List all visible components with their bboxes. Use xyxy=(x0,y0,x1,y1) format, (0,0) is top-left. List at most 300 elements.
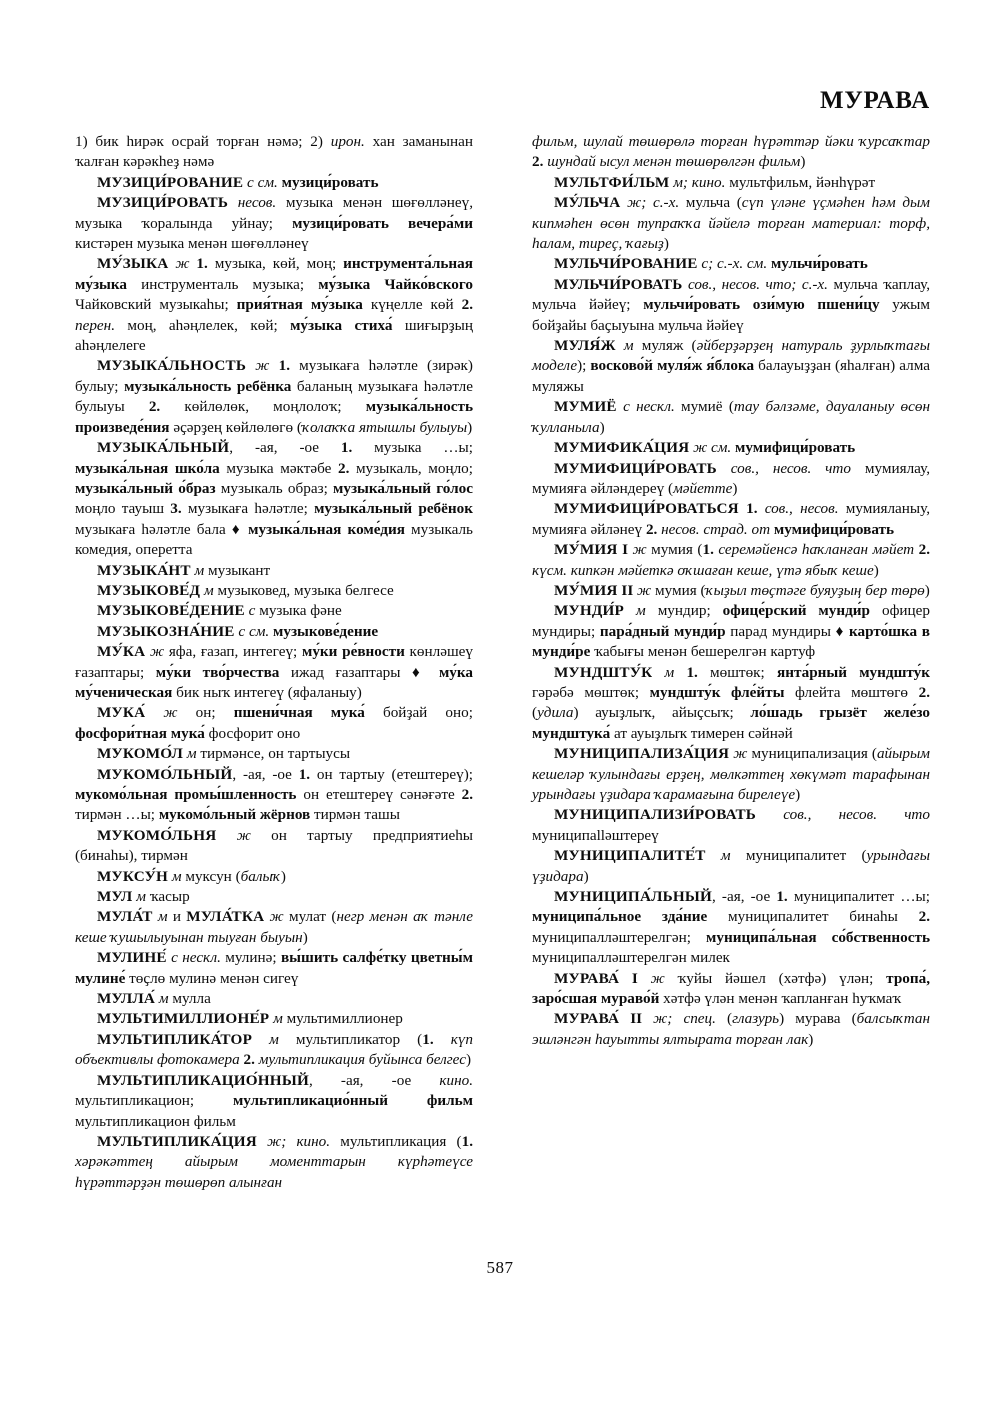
run-in-phrase: музици́ровать xyxy=(281,173,379,191)
sense-number: 1. xyxy=(278,357,290,375)
run-in-phrase: мундшту́к фле́йты xyxy=(649,683,785,701)
gloss-italic: ж см. xyxy=(689,439,732,457)
entry-text: , -ая, -ое xyxy=(232,765,299,783)
entry-text: он; xyxy=(177,704,234,722)
gloss-italic: кино. xyxy=(439,1071,473,1089)
entry-text: музыкаль образ; xyxy=(215,479,333,497)
entry-text: мөштөк; xyxy=(697,663,777,681)
gloss-italic: мәйетте xyxy=(673,479,733,497)
entry-text: 1) бик xyxy=(75,133,127,150)
gloss-italic: м xyxy=(168,867,182,885)
entry-text: он етештереү сәнәғәте xyxy=(296,786,462,803)
entry-text: музыкант xyxy=(204,561,271,579)
entry-text: он тартыу предприятиеһы (бинаһы), тирмән xyxy=(75,826,473,865)
entry-text: мульча ( xyxy=(679,194,742,212)
run-in-phrase: мумифици́ровать xyxy=(773,520,895,538)
headword: МУНИЦИПА́ЛЬНЫЙ xyxy=(554,888,713,906)
entry-text: мультимиллионер xyxy=(282,1010,403,1028)
run-in-phrase: му́зыка Чайко́вского xyxy=(318,275,474,293)
gloss-italic: удила xyxy=(537,704,574,722)
entry-mundshtuk xyxy=(532,663,930,745)
gloss-italic: күсм. кипкән мәйеткә оҡшаған кеше, үтә ябыҡ кеше xyxy=(532,561,874,579)
headword: МУЛЬТИПЛИКА́ТОР xyxy=(97,1030,253,1048)
gloss-italic: әйберҙәрҙең натураль ҙурлыҡтағы моделе xyxy=(532,337,930,375)
entry-text: бойҙай оно; xyxy=(364,704,473,722)
homograph-numeral: I xyxy=(631,969,638,987)
entry-text: муниципализация ( xyxy=(747,745,877,763)
entry-muzykovedenie xyxy=(75,601,473,621)
homograph-numeral: II xyxy=(621,581,634,599)
gloss-italic: сов., несов. xyxy=(757,500,839,518)
gloss-italic: м xyxy=(252,1030,279,1048)
entry-text: мулат ( xyxy=(283,908,337,926)
entry-multiplikatsiya xyxy=(75,1132,473,1193)
run-in-phrase: музыка́льность ребёнка xyxy=(124,377,292,395)
sense-number: 2. xyxy=(918,908,930,926)
entry-text: мумия ( xyxy=(651,581,706,599)
entry-munitsipalizatsiya xyxy=(532,744,930,805)
entry-text: мультипликатор ( xyxy=(278,1030,423,1048)
entry-mulat xyxy=(75,907,473,948)
entry-murava-1 xyxy=(532,969,930,1010)
entry-text: ҡуйы йәшел (хәтфә) үлән; xyxy=(664,969,887,987)
headword: МУНДШТУ́К xyxy=(554,663,653,681)
gloss-italic: ж xyxy=(264,908,284,926)
entry-text: мультипликацион фильм xyxy=(75,1112,236,1130)
entry-text: ) xyxy=(873,561,879,579)
gloss-italic: с xyxy=(244,602,256,620)
entry-munitsipalizirovat xyxy=(532,805,930,846)
gloss-italic: м; xyxy=(669,173,692,191)
entry-text: ) xyxy=(465,1051,472,1069)
entry-text: мультипликация ( xyxy=(330,1132,462,1150)
entry-text: муниципалитет бинаһы xyxy=(707,908,919,926)
headword: МУЛ xyxy=(97,888,133,906)
run-in-phrase: муниципа́льная со́бственность xyxy=(706,928,931,946)
gloss-italic: кино. xyxy=(296,1132,331,1150)
run-in-phrase: музыка́льная коме́дия xyxy=(248,520,405,538)
entry-text: муниципallәштереү xyxy=(532,826,659,844)
headword: МУЗИЦИ́РОВАНИЕ xyxy=(97,173,244,191)
sense-number: 3. xyxy=(170,500,182,518)
entry-text: ҡасыр xyxy=(145,888,190,906)
headword: МУМИФИКА́ЦИЯ xyxy=(554,439,690,457)
entry-text: и xyxy=(167,908,187,926)
headword: МУКОМО́Л xyxy=(97,745,184,763)
run-in-phrase: карто́шка в мунди́ре xyxy=(532,622,930,661)
gloss-italic: ж xyxy=(633,581,652,599)
sense-number: 1. xyxy=(422,1030,434,1048)
gloss-italic: ҡыҙыл төҫтәге буяуҙың бер төрө xyxy=(705,581,925,599)
gloss-italic: ж; xyxy=(642,1010,684,1028)
entry-muzitsirovanie xyxy=(75,173,473,193)
run-in-phrase: музыка́льный го́лос xyxy=(333,479,474,497)
entry-muzykoved xyxy=(75,581,473,601)
run-in-phrase: фосфори́тная мука́ xyxy=(75,724,205,742)
gloss-italic: м xyxy=(705,847,731,865)
entry-text: көнләшеү ғазаптары; xyxy=(75,643,473,681)
gloss-italic: м xyxy=(152,908,168,926)
entry-mumifikatsiya xyxy=(532,438,930,458)
entry-text: музыкаға һәләтле бала ♦ xyxy=(75,520,249,538)
entry-mumifitsirovat xyxy=(532,459,930,500)
entry-multimillioner xyxy=(75,1009,473,1029)
headword: МУКОМО́ЛЬНЯ xyxy=(97,826,217,844)
gloss-italic: ж; xyxy=(256,1132,297,1150)
gloss-italic: м xyxy=(269,1010,283,1028)
entry-text: мулла xyxy=(168,990,211,1008)
gloss-italic: тау бәлзәме, дауаланыу өсөн ҡулланыла xyxy=(532,398,930,436)
entry-text: көйлөлөк, моңлолоҡ; xyxy=(160,398,366,416)
entry-text: музыкаль, моңло; xyxy=(349,459,473,477)
entry-text: ) xyxy=(795,786,801,803)
gloss-italic: с см. xyxy=(243,173,282,191)
entry-mukomolnyy xyxy=(75,765,473,826)
entry-mulyazh xyxy=(532,336,930,397)
entry-text: музыка, көй, моң; xyxy=(207,255,344,273)
entry-text: Чайковский музыкаһы; xyxy=(75,296,237,314)
entry-text: фосфорит оно xyxy=(204,724,301,742)
entry-text: тирмән ташы xyxy=(310,806,400,824)
entry-text: ) xyxy=(663,235,669,253)
entry-text xyxy=(674,664,686,681)
headword: МУ́МИЯ xyxy=(554,541,618,559)
sense-number: 1. xyxy=(340,439,353,457)
gloss-italic: с нескл. xyxy=(616,398,675,416)
entry-text: ат ауыҙлыҡ тимeрен сәйнәй xyxy=(610,724,793,742)
entry-text: күңелле көй xyxy=(362,296,462,314)
headword: МУ́КА xyxy=(97,643,146,661)
gloss-italic: ж; с.-х. xyxy=(620,194,680,212)
entry-text: тирмән …ы; xyxy=(75,806,159,824)
entry-text: балауыҙҙан (яһалған) алма муляжы xyxy=(532,357,930,395)
entry-multiplikatsiya-continued xyxy=(532,132,930,173)
gloss-italic: айырым кешеләр ҡулындағы ерҙең, мөлкәттең хөкүмәт тарафынан урындағы үҙидара ҡарамағына бирелеүе xyxy=(532,745,930,803)
headword: МУЗИЦИ́РОВАТЬ xyxy=(97,194,229,212)
entry-text: ( xyxy=(532,704,538,722)
sense-number: 1. xyxy=(196,255,208,273)
entry-text: мулинә; xyxy=(220,949,281,967)
entry-text: ) xyxy=(732,479,738,497)
gloss-italic: негр менән аҡ тәнле кеше ҡушылыуынан тыуған быуын xyxy=(75,908,473,946)
homograph-numeral: I xyxy=(622,541,629,559)
headword: МУЛИНЕ́ xyxy=(97,949,167,967)
entry-text: мумияланыу, мумияға әйләнеү xyxy=(532,500,930,538)
entry-text: ҡабығы менән бешерелгән картуф xyxy=(590,643,816,661)
gloss-italic: күп объективлы фотокамера xyxy=(75,1030,473,1069)
headword: МУЗЫКА́НТ xyxy=(97,561,191,579)
gloss-italic: перен. xyxy=(75,316,116,334)
entry-munitsipalnyy xyxy=(532,887,930,969)
gloss-italic: ж xyxy=(628,541,647,559)
entry-text: муляж ( xyxy=(633,337,697,355)
entry-muzyka xyxy=(75,254,473,356)
headword: МУКСУ́Н xyxy=(97,867,169,885)
gloss-italic: м xyxy=(190,561,205,579)
run-in-phrase: инструмента́льная му́зыка xyxy=(75,255,473,293)
entry-text: тирмәнсе, он тартыусы xyxy=(196,745,351,763)
headword: МУНИЦИПАЛИТЕ́Т xyxy=(554,847,706,865)
gloss-italic: с см. xyxy=(234,622,270,640)
gloss-italic: урындағы үҙидара xyxy=(532,847,930,885)
entry-text: яфа, ғазап, интегеү; xyxy=(164,643,302,661)
gloss-italic: ж xyxy=(216,826,251,844)
sense-number: 2. xyxy=(243,1051,255,1069)
entry-mulla xyxy=(75,989,473,1009)
entry-muzitsirovat xyxy=(75,193,473,254)
gloss-italic: м xyxy=(200,581,214,599)
run-in-phrase: музыка́льный о́браз xyxy=(75,479,216,497)
run-in-phrase: му́ки тво́рчества xyxy=(155,663,280,681)
entry-text: әҫәрҙең көйлөлөгө ( xyxy=(169,418,302,436)
gloss-italic: м xyxy=(652,663,675,681)
run-in-phrase: му́ка му́ченическая xyxy=(75,663,473,701)
headword: МУМИЁ xyxy=(554,398,617,416)
gloss-italic: ҡолаҡҡа ятышлы булыуы xyxy=(301,418,468,436)
entry-text: ) xyxy=(924,581,930,599)
headword: МУ́МИЯ xyxy=(554,581,618,599)
gloss-italic: ж xyxy=(145,643,165,661)
entry-text: мультипликацион; xyxy=(75,1092,233,1110)
right-column xyxy=(532,132,930,1242)
entry-multiplikatsionnyy xyxy=(75,1071,473,1132)
sense-number: 1. xyxy=(461,1132,473,1150)
entry-text: кистәрен музыка менән шөғөлләнеү xyxy=(75,235,309,253)
headword: МУЗЫКОЗНА́НИЕ xyxy=(97,622,235,640)
entry-text: мумиялау, мумияға әйләндереү ( xyxy=(532,459,930,497)
entry-text: музыка фәне xyxy=(255,602,342,620)
gloss-italic: ж xyxy=(729,745,748,763)
entry-text: , -ая, -ое xyxy=(712,888,777,906)
gloss-italic: хәрәкәттең айырым моменттарын күрһәтеүсе һүрәттәрҙән төшөрөп алынған xyxy=(75,1153,473,1191)
headword: МУЛЛА́ xyxy=(97,990,156,1008)
gloss-italic: ж xyxy=(246,357,270,375)
run-in-phrase: мукомо́льный жёрнов xyxy=(158,806,311,824)
entry-text: ) xyxy=(280,867,286,885)
run-in-phrase: му́зыка стиха́ xyxy=(290,316,393,334)
run-in-phrase: мукомо́льная промы́шленность xyxy=(75,786,297,803)
headword: МУ́ЛЬЧА xyxy=(554,194,621,212)
entry-mulchirovat xyxy=(532,275,930,336)
run-in-phrase: восково́й муля́ж я́блока xyxy=(590,357,755,375)
entry-mumiya-1 xyxy=(532,540,930,581)
gloss-italic: м xyxy=(615,337,634,355)
run-in-phrase: муниципа́льное зда́ние xyxy=(532,908,708,926)
entry-text: музыкаға һәләтле (зирәк) булыу; xyxy=(75,357,473,395)
sense-number: 2. xyxy=(918,683,930,701)
entry-text: флейта мөштөгө xyxy=(784,683,919,701)
headword: МУЗЫКА́ЛЬНЫЙ xyxy=(97,439,230,457)
entry-text: баланың музыкаға һәләтле булыуы xyxy=(75,377,473,416)
entry-text: хәтфә үлән менән ҡапланған һуҡмаҡ xyxy=(659,990,902,1008)
gloss-italic: ж xyxy=(145,704,178,722)
headword: МУКОМО́ЛЬНЫЙ xyxy=(97,765,233,783)
entry-muzykoznanie xyxy=(75,622,473,642)
sense-number: 1. xyxy=(702,541,714,559)
entry-mul xyxy=(75,887,473,907)
entry-text: моңло тауыш xyxy=(75,500,171,518)
entry-text: офицер мундиры; xyxy=(532,602,930,640)
running-head xyxy=(75,88,930,128)
headword: МУЛЬТИПЛИКАЦИО́ННЫЙ xyxy=(97,1071,309,1089)
entry-text: һирәк осрай торған нәмә; 2) xyxy=(126,133,331,150)
entry-muzykant xyxy=(75,561,473,581)
entry-text xyxy=(619,970,632,987)
entry-text: , -ая, -ое xyxy=(229,439,341,457)
entry-text: муниципалитет …ы; xyxy=(787,888,930,906)
entry-text: , -ая, -ое xyxy=(308,1071,440,1089)
run-in-phrase: му́ки ре́вности xyxy=(301,643,405,661)
sense-number: 2. xyxy=(645,520,658,538)
run-in-phrase: прия́тная му́зыка xyxy=(236,296,363,314)
entry-text: шиғырҙың аһәңлелеге xyxy=(75,316,474,355)
run-in-phrase: музыка́льный ребёнок xyxy=(314,500,473,518)
continued-entry-opening xyxy=(75,132,473,173)
entry-text: ); xyxy=(577,357,591,375)
entry-text: төҫлө мулинә менән сигеү xyxy=(125,969,299,987)
run-in-phrase: вы́шить салфе́тку цветны́м мулине́ xyxy=(75,949,473,987)
headword: МУНИЦИПАЛИЗИ́РОВАТЬ xyxy=(554,806,757,824)
entry-mulcha xyxy=(532,193,930,254)
headword: МУРАВА́ xyxy=(554,1010,620,1028)
headword: МУЗЫКА́ЛЬНОСТЬ xyxy=(97,357,247,375)
sense-number: 1. xyxy=(686,663,698,681)
entry-multiplikator xyxy=(75,1030,473,1071)
entry-text: муксун ( xyxy=(181,867,241,885)
entry-text: ) xyxy=(599,418,605,436)
entry-text: мумиё ( xyxy=(674,398,734,416)
headword: МУЛЬТИМИЛЛИОНЕ́Р xyxy=(97,1010,270,1028)
gloss-italic: ж xyxy=(168,255,190,273)
sense-number: 2. xyxy=(337,459,350,477)
gloss-italic: с; с.-х. см. xyxy=(697,255,768,273)
sense-number: 1. xyxy=(298,765,311,783)
entry-text: ижад ғазаптары ♦ xyxy=(279,663,439,681)
gloss-italic: несов. страд. от xyxy=(657,520,771,538)
sense-number: 1. xyxy=(746,500,758,518)
entry-muzykalnost xyxy=(75,356,473,438)
gloss-italic: глазурь xyxy=(732,1010,780,1028)
run-in-phrase: мульчи́ровать xyxy=(770,255,868,273)
entry-text xyxy=(739,500,746,517)
entry-text: ужым бойҙайы баҫыуына мульча йәйеү xyxy=(532,296,930,334)
headword: МУЛЬТФИ́ЛЬМ xyxy=(554,173,670,191)
entry-text: гәрәбә мөштөк; xyxy=(532,683,650,701)
headword: МУЛЬЧИ́РОВАТЬ xyxy=(554,275,683,293)
gloss-italic: м xyxy=(132,888,146,906)
gloss-italic: м xyxy=(155,990,169,1008)
run-in-phrase: мультипликацио́нный фильм xyxy=(232,1092,473,1110)
homograph-numeral: II xyxy=(630,1010,643,1028)
entry-text: музыка мәктәбе xyxy=(219,459,338,477)
gloss-italic: сов., несов. что; с.-х. xyxy=(682,275,828,293)
gloss-italic: спец. xyxy=(683,1010,716,1028)
run-in-phrase: ло́шадь грызёт желе́зо мундштука́ xyxy=(532,704,930,742)
entry-text: музыкаға һәләтле; xyxy=(181,500,315,518)
entry-text: музыка …ы; xyxy=(352,439,473,457)
gloss-italic: серемәйенсә һаҡланған мәйет xyxy=(713,541,919,559)
entry-mukomol xyxy=(75,744,473,764)
headword: МУЛА́ТКА xyxy=(186,908,265,926)
gloss-italic: сүп үләне үҫмәһен һәм дым кипмәһен өсөн тупраҡҡа йәйелә торған материал: торф, һалам, тиреҫ, ҡағыҙ xyxy=(532,194,930,253)
entry-text: хан заманынан ҡалған кәрәкһеҙ нәмә xyxy=(75,133,473,171)
entry-text: муниципалләштерелгән; xyxy=(532,928,706,946)
entry-muline xyxy=(75,948,473,989)
entry-text: муниципалитет ( xyxy=(730,847,867,865)
entry-text: ) xyxy=(808,1030,814,1048)
gloss-italic: балыҡ xyxy=(240,867,281,885)
run-in-phrase: музыка́льность произведе́ния xyxy=(75,398,474,436)
entry-text: ) xyxy=(302,928,308,946)
entry-text: ( xyxy=(715,1010,733,1028)
entry-text xyxy=(619,1010,630,1027)
entry-text: ) xyxy=(800,153,806,171)
entry-mulchirovanie xyxy=(532,254,930,274)
entry-multfilm xyxy=(532,173,930,193)
gloss-italic: сов., несов. что xyxy=(756,806,930,824)
entry-text: музыка менән шөғөлләнеү, музыка ҡоралында уйнау; xyxy=(75,194,474,232)
entry-mumiya-2 xyxy=(532,581,930,601)
entry-text: инструменталь музыка; xyxy=(127,275,319,293)
entry-text: парад мундиры ♦ xyxy=(725,622,849,640)
entry-text: ) мурава ( xyxy=(779,1010,857,1028)
entry-murava-2 xyxy=(532,1009,930,1050)
sense-number: 2. xyxy=(148,398,161,416)
gloss-italic: балсыҡтан эшләнгән һауытты ялтырата торған лак xyxy=(532,1010,931,1048)
gloss-italic: кино. xyxy=(691,173,726,191)
entry-text: бик ныҡ интегеү (яфаланыу) xyxy=(172,683,362,701)
gloss-italic: фильм, шулай төшөрөлә торған һүрәттәр йәки ҡурсаҡтар xyxy=(532,133,930,150)
entry-text: мумия ( xyxy=(646,541,703,559)
entry-text: ) xyxy=(467,418,473,436)
running-head-word: МУРАВА xyxy=(819,87,930,114)
entry-text: ) ауыҙлыҡ, айыҫсыҡ; xyxy=(573,704,751,722)
headword: МУНИЦИПАЛИЗА́ЦИЯ xyxy=(554,745,730,763)
page-columns xyxy=(75,132,930,1242)
run-in-phrase: янта́рный мундшту́к xyxy=(776,663,931,681)
entry-text: мундир; xyxy=(645,602,723,620)
entry-muksun xyxy=(75,867,473,887)
headword: МУЗЫКОВЕ́Д xyxy=(97,581,201,599)
entry-text: моң, аһәңлелек, көй; xyxy=(115,316,291,334)
run-in-phrase: музыкове́дение xyxy=(273,622,379,640)
headword: МУ́ЗЫКА xyxy=(97,255,169,273)
run-in-phrase: тропа́, заро́сшая мураво́й xyxy=(532,969,930,1008)
headword: МУЛА́Т xyxy=(97,908,153,926)
headword: МУЛЯ́Ж xyxy=(554,337,616,355)
entry-text: муниципалләштерелгән милек xyxy=(532,949,730,967)
entry-mumifitsirovatsya xyxy=(532,499,930,540)
gloss-italic: ирон. xyxy=(330,133,365,150)
sense-number: 2. xyxy=(918,541,930,559)
headword: МУРАВА́ xyxy=(554,969,620,987)
gloss-italic: шундай ысул менән төшөрөлгән фильм xyxy=(543,153,801,171)
sense-number: 1. xyxy=(776,888,788,906)
headword: МУМИФИЦИ́РОВАТЬ xyxy=(554,459,717,477)
entry-muka-2 xyxy=(75,703,473,744)
gloss-italic: мультипликация буйынса белгес xyxy=(254,1051,466,1069)
gloss-italic: несов. xyxy=(228,194,277,212)
headword: МУНДИ́Р xyxy=(554,602,625,620)
run-in-phrase: музици́ровать вечера́ми xyxy=(292,214,473,232)
entry-text: ) xyxy=(583,867,589,885)
page-number: 587 xyxy=(486,1258,514,1277)
gloss-italic: м xyxy=(624,602,646,620)
gloss-italic: ж xyxy=(637,969,665,987)
sense-number: 2. xyxy=(461,296,474,314)
sense-number: 2. xyxy=(461,786,473,803)
run-in-phrase: мумифици́ровать xyxy=(735,439,856,457)
